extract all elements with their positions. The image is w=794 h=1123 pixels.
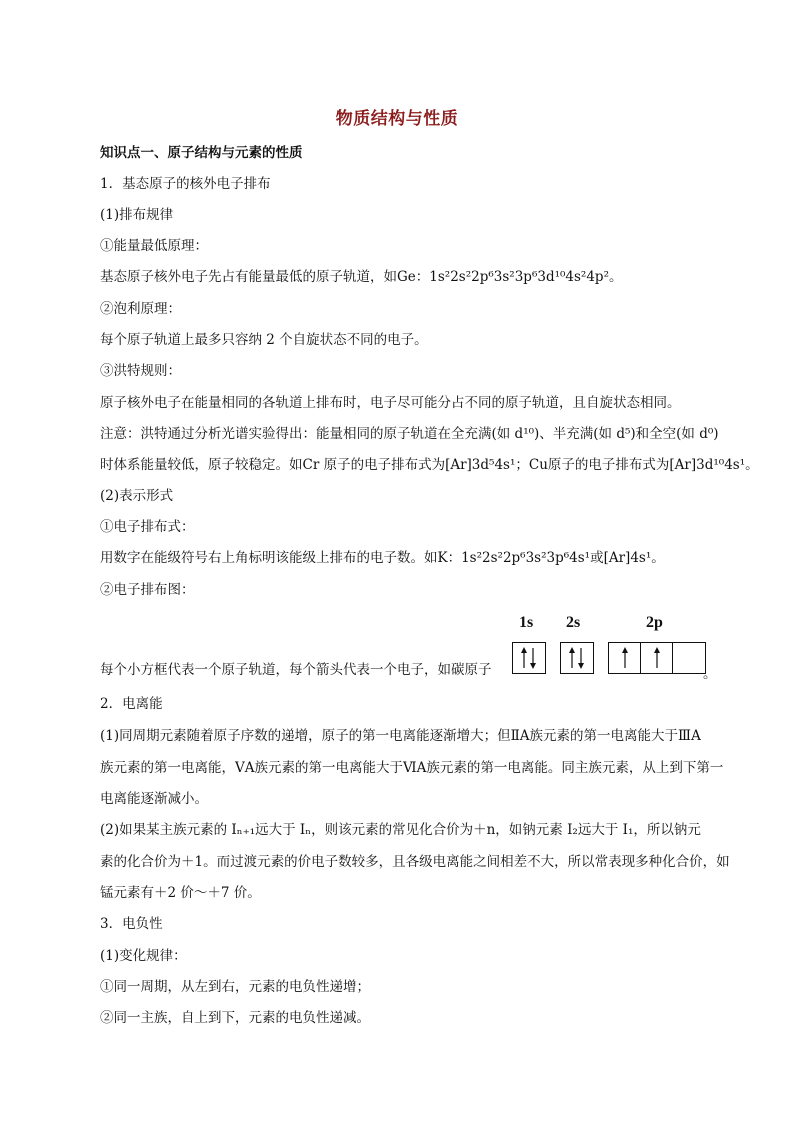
subheading-rules: (1)排布规律 [100,207,174,223]
note-line-1: 注意：洪特通过分析光谱实验得出：能量相同的原子轨道在全充满(如 d¹⁰)、半充满(如 d⁵)和全空(如 d⁰) [100,426,719,442]
page-title: 物质结构与性质 [335,109,459,129]
up-arrow-icon [520,647,528,669]
note-line-2: 时体系能量较低，原子较稳定。如Cr 原子的电子排布式为[Ar]3d⁵4s¹；Cu原子的电子排布式为[Ar]3d¹⁰4s¹。 [100,457,759,473]
ionization-para1-line3: 电离能逐渐减小。 [100,791,208,807]
rule-energy-heading: ①能量最低原理： [100,238,208,254]
rule-pauli-text: 每个原子轨道上最多只容纳 2 个自旋状态不同的电子。 [100,332,428,348]
config-formula-text: 用数字在能级符号右上角标明该能级上排布的电子数。如K：1s²2s²2p⁶3s²3p⁶4s¹或[Ar]4s¹。 [100,550,665,566]
rule-pauli-heading: ②泡利原理： [100,301,181,317]
up-arrow-icon [621,647,629,669]
rule-energy-text [100,267,622,287]
orbital-box-2p [608,642,706,674]
up-arrow-icon [653,647,661,669]
orbital-cell [513,643,545,673]
orbital-diagram-period: 。 [703,666,717,682]
ionization-para1-line1: (1)同周期元素随着原子序数的递增，原子的第一电离能逐渐增大；但ⅡA族元素的第一电离能大于ⅢA [100,728,701,744]
orbital-label-1s: 1s [519,614,534,631]
electronegativity-rule-period: ①同一周期，从左到右，元素的电负性递增； [100,979,370,995]
orbital-box-2s [560,642,594,674]
down-arrow-icon [529,647,537,669]
orbital-box-1s [512,642,546,674]
orbital-label-2p: 2p [646,614,663,631]
subheading-electron-config: 1．基态原子的核外电子排布 [100,176,271,192]
rule-energy-prefix: 基态原子核外电子先占有能量最低的原子轨道，如Ge： [100,269,430,285]
orbital-label-2s: 2s [566,614,581,631]
ionization-para2-line2: 素的化合价为＋1。而过渡元素的价电子数较多，且各级电离能之间相差不大，所以常表现多种化合价，如 [100,854,730,870]
rule-hund-text: 原子核外电子在能量相同的各轨道上排布时，电子尽可能分占不同的原子轨道，且自旋状态相同。 [100,395,681,411]
orbital-cell [561,643,593,673]
up-arrow-icon [568,647,576,669]
down-arrow-icon [577,647,585,669]
subheading-forms: (2)表示形式 [100,488,174,504]
ionization-para2-line3: 锰元素有＋2 价～＋7 价。 [100,885,261,901]
ionization-para2-line1: (2)如果某主族元素的 Iₙ₊₁远大于 Iₙ，则该元素的常见化合价为＋n，如钠元素 I₂远大于 I₁，所以钠元 [100,822,701,838]
subheading-ionization: 2．电离能 [100,696,163,712]
orbital-diagram-text: 每个小方框代表一个原子轨道，每个箭头代表一个电子，如碳原子 [100,662,492,678]
orbital-cell [673,643,705,673]
orbital-diagram-heading: ②电子排布图： [100,582,195,598]
ionization-para1-line2: 族元素的第一电离能，ⅤA族元素的第一电离能大于ⅥA族元素的第一电离能。同主族元素，从上到下第一 [100,760,724,776]
electronegativity-rule-group: ②同一主族，自上到下，元素的电负性递减。 [100,1010,370,1026]
subheading-electronegativity: 3．电负性 [100,916,163,932]
section-heading: 知识点一、原子结构与元素的性质 [100,145,303,161]
electronegativity-rules-heading: (1)变化规律： [100,948,187,964]
orbital-cell [641,643,673,673]
config-formula-heading: ①电子排布式： [100,519,195,535]
ge-config-formula: 1s²2s²2p⁶3s²3p⁶3d¹⁰4s²4p²。 [429,269,623,285]
rule-hund-heading: ③洪特规则： [100,363,181,379]
orbital-cell [609,643,641,673]
